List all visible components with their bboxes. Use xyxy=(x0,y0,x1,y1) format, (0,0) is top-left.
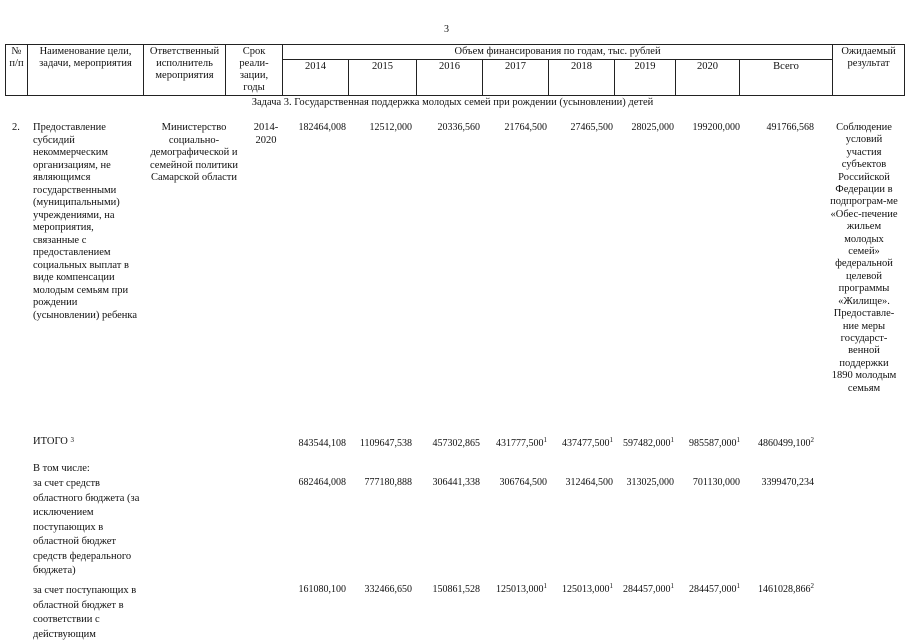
total-2018: 437477,500$^1$ xyxy=(562,436,613,449)
row2-2019: 28025,000 xyxy=(631,122,674,133)
total-2020: 985587,000$^1$ xyxy=(689,436,740,449)
federal-2016: 150861,528 xyxy=(432,584,480,595)
regional-total: 3399470,234 xyxy=(761,477,814,488)
row2-2018: 27465,500 xyxy=(570,122,613,133)
total-2019: 597482,000$^1$ xyxy=(623,436,674,449)
page-number: 3 xyxy=(444,24,449,35)
federal-2017: 125013,000$^1$ xyxy=(496,582,547,595)
including-label: В том числе: xyxy=(33,463,90,474)
row-term: 2014-2020 xyxy=(253,122,279,146)
regional-label: за счет средств областного бюджета (за исключением поступающих в областной бюджет средств федерального бюджета) xyxy=(33,478,140,576)
header-year: 2015 xyxy=(349,60,417,96)
header-total: Всего xyxy=(740,60,833,96)
row2-2016: 20336,560 xyxy=(437,122,480,133)
row2-total: 491766,568 xyxy=(766,122,814,133)
row-executor: Министерство социально-демографической и семейной политики Самарской области xyxy=(150,122,239,183)
header-year: 2018 xyxy=(549,60,615,96)
header-year: 2017 xyxy=(483,60,549,96)
regional-2017: 306764,500 xyxy=(499,477,547,488)
header-year: 2019 xyxy=(615,60,676,96)
total-2017: 431777,500$^1$ xyxy=(496,436,547,449)
regional-2015: 777180,888 xyxy=(364,477,412,488)
federal-2015: 332466,650 xyxy=(364,584,412,595)
table-header xyxy=(5,44,905,96)
header-name: Наименование цели, задачи, мероприятия xyxy=(28,45,144,96)
row-result: Соблюдение условий участия субъектов Российской Федерации в подпрограм-ме «Обес-печение жильем молодых семей» федеральной целевой программы «Жилище». Предоставле-ние меры государст-венной поддержки 1890 молодым семьям xyxy=(830,122,898,394)
header-term: Срок реали-зации, годы xyxy=(226,45,283,96)
header-num: № п/п xyxy=(6,45,28,96)
header-year: 2016 xyxy=(417,60,483,96)
federal-2019: 284457,000$^1$ xyxy=(623,582,674,595)
row2-2020: 199200,000 xyxy=(692,122,740,133)
federal-label: за счет поступающих в областной бюджет в соответствии с действующим xyxy=(33,585,137,640)
header-year: 2014 xyxy=(283,60,349,96)
row-name: Предоставление субсидий некоммерческим организациям, не являющимся государственными (муниципальными) учреждениями, на мероприятия, связанные с предоставлением социальных выплат в виде компенсации молодым семьям при рождении (усыновлении) ребенка xyxy=(33,122,138,321)
header-funding: Объем финансирования по годам, тыс. рублей xyxy=(283,45,833,60)
header-executor: Ответственный исполнитель мероприятия xyxy=(144,45,226,96)
header-result: Ожидаемый результат xyxy=(833,45,905,96)
total-label: ИТОГО $^3$ xyxy=(33,436,74,447)
regional-2018: 312464,500 xyxy=(565,477,613,488)
task-title: Задача 3. Государственная поддержка молодых семей при рождении (усыновлении) детей xyxy=(251,97,654,108)
total-2016: 457302,865 xyxy=(432,438,480,449)
total-total: 4860499,100$^2$ xyxy=(758,436,814,449)
regional-2016: 306441,338 xyxy=(432,477,480,488)
federal-2014: 161080,100 xyxy=(298,584,346,595)
regional-2014: 682464,008 xyxy=(298,477,346,488)
federal-total: 1461028,866$^2$ xyxy=(758,582,814,595)
federal-2018: 125013,000$^1$ xyxy=(562,582,613,595)
federal-2020: 284457,000$^1$ xyxy=(689,582,740,595)
row2-2017: 21764,500 xyxy=(504,122,547,133)
total-2015: 1109647,538 xyxy=(359,438,412,449)
header-year: 2020 xyxy=(676,60,740,96)
regional-2020: 701130,000 xyxy=(692,477,740,488)
row2-2015: 12512,000 xyxy=(369,122,412,133)
row2-2014: 182464,008 xyxy=(298,122,346,133)
regional-2019: 313025,000 xyxy=(626,477,674,488)
total-2014: 843544,108 xyxy=(298,438,346,449)
row-number: 2. xyxy=(12,122,20,133)
